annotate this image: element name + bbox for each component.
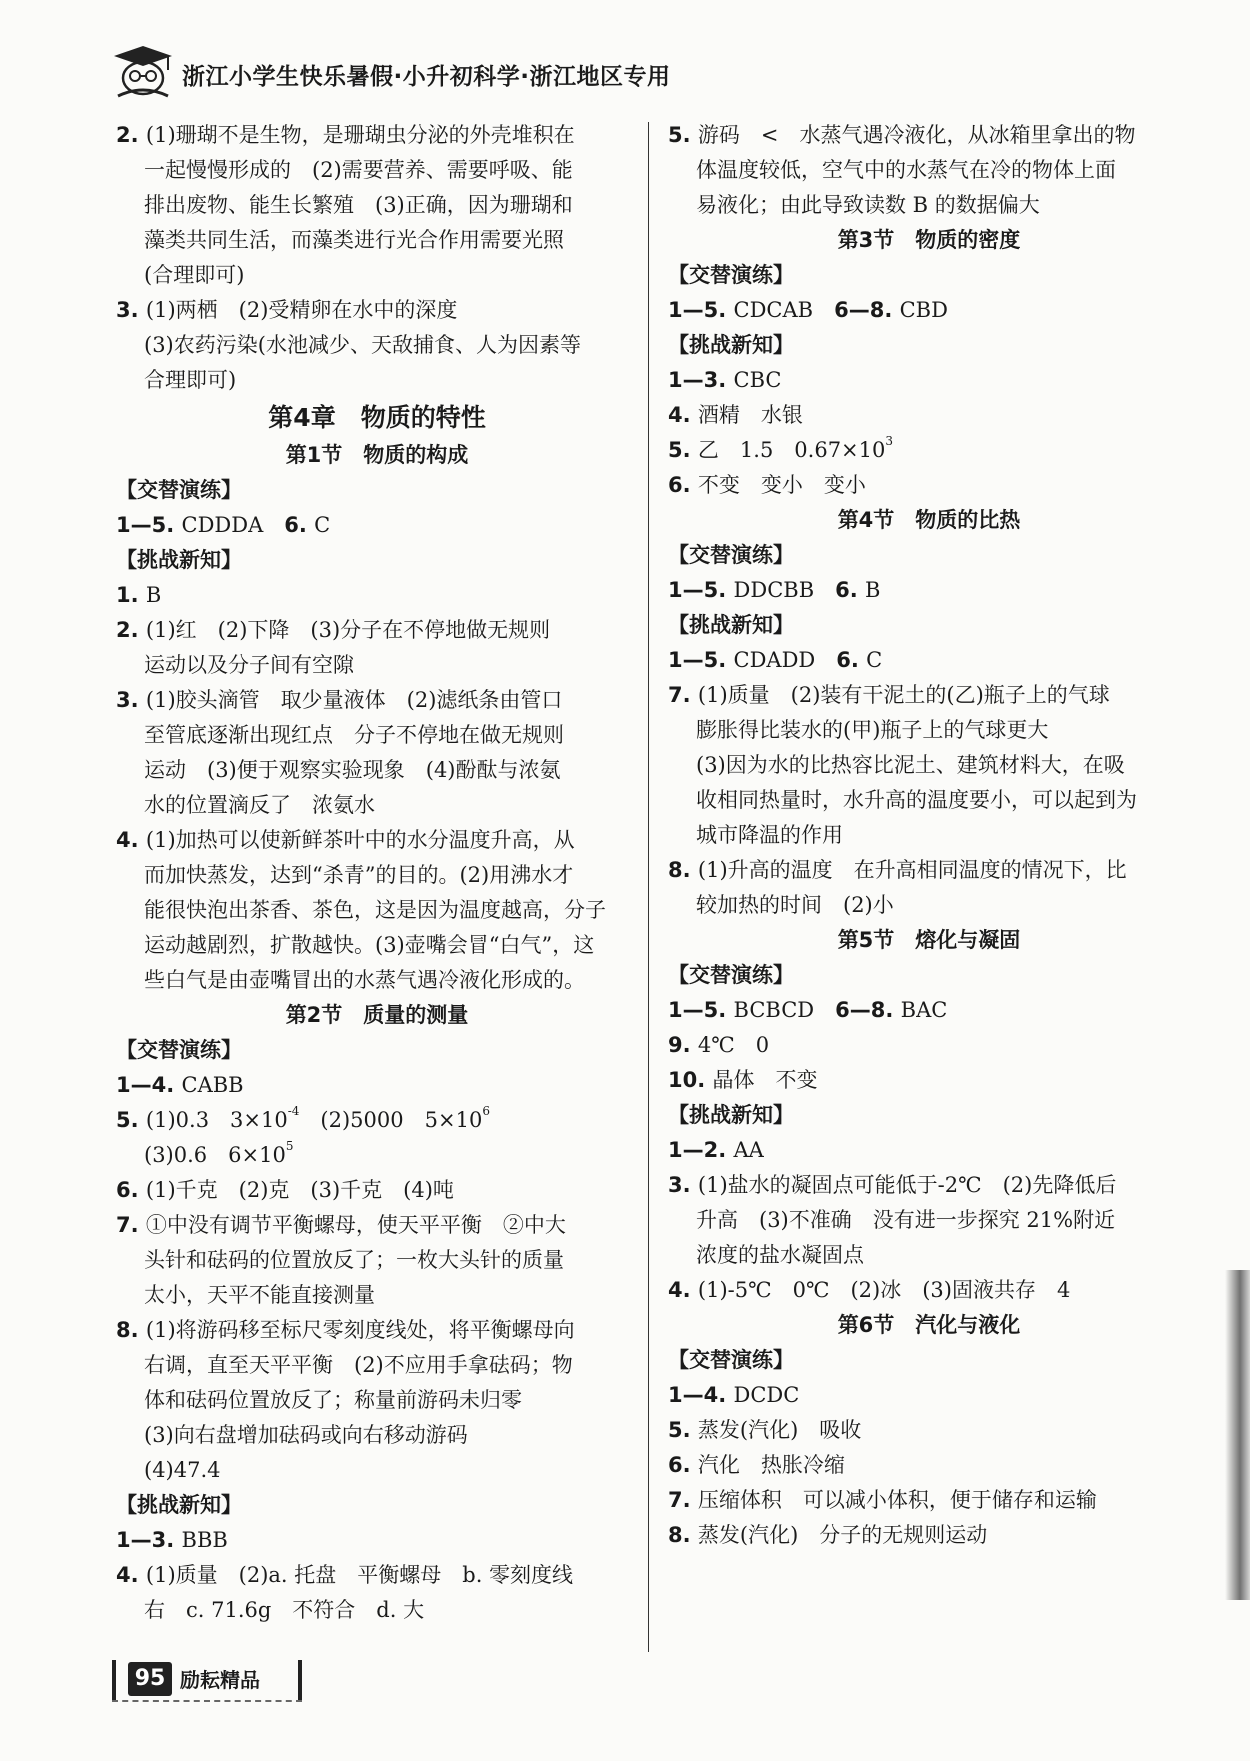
question-number: 4. (116, 828, 146, 852)
answer-text: 水的位置滴反了 浓氨水 (144, 793, 375, 817)
answer-text: CBC (733, 368, 782, 392)
answer-item (668, 1133, 1190, 1168)
answer-continuation (116, 718, 638, 753)
answer-item (116, 578, 638, 613)
answer-text: 4℃ 0 (697, 1033, 770, 1057)
footer-bar-left (112, 1660, 116, 1700)
answer-text: ①中没有调节平衡螺母，使天平平衡 ②中大 (145, 1213, 566, 1237)
answer-text: 不变 变小 变小 (697, 473, 866, 497)
question-number: 1—5. (668, 648, 734, 672)
answer-item (116, 1103, 638, 1138)
answer-text: 一起慢慢形成的 (2)需要营养、需要呼吸、能 (144, 158, 573, 182)
answer-continuation (116, 1243, 638, 1278)
question-number: 7. (668, 1488, 698, 1512)
answer-text: DDCBB (733, 578, 836, 602)
answer-item (668, 1028, 1190, 1063)
question-number: 4. (668, 403, 698, 427)
answer-item (668, 363, 1190, 398)
answer-text: (1)千克 (2)克 (3)千克 (4)吨 (145, 1178, 454, 1202)
answer-text: 城市降温的作用 (696, 823, 843, 847)
exponent: 6 (482, 1104, 490, 1118)
answer-text: (3)农药污染(水池减少、天敌捕食、人为因素等 (144, 333, 581, 357)
question-number: 4. (116, 1563, 146, 1587)
exponent: 3 (885, 434, 894, 448)
page-header (110, 44, 750, 100)
answer-item (668, 1448, 1190, 1483)
question-number: 1—4. (668, 1383, 734, 1407)
answer-item (116, 118, 638, 153)
question-number: 6. (835, 578, 866, 602)
answer-item (668, 468, 1190, 503)
answer-item (116, 1173, 638, 1208)
answer-item (116, 1523, 638, 1558)
question-number: 4. (668, 1278, 698, 1302)
answer-text: (3)因为水的比热容比泥土、建筑材料大，在吸 (696, 753, 1125, 777)
answer-text: (1)升高的温度 在升高相同温度的情况下，比 (697, 858, 1127, 882)
answer-continuation (116, 363, 638, 398)
answer-text: (1)红 (2)下降 (3)分子在不停地做无规则 (145, 618, 551, 642)
answer-item (668, 293, 1190, 328)
question-number: 1—5. (668, 298, 734, 322)
answer-text: (1)加热可以使新鲜茶叶中的水分温度升高，从 (145, 828, 575, 852)
answer-text: CBD (899, 298, 948, 322)
answer-text: CDCAB (733, 298, 835, 322)
subsection-label: 【挑战新知】 (668, 1103, 794, 1127)
answer-item (668, 118, 1190, 153)
answer-text: 酒精 水银 (697, 403, 803, 427)
answer-continuation (116, 1418, 638, 1453)
subsection-label: 【交替演练】 (668, 543, 794, 567)
question-number: 6. (668, 473, 698, 497)
student-mascot-icon (110, 44, 176, 100)
answer-text: 右调，直至天平平衡 (2)不应用手拿砝码；物 (144, 1353, 573, 1377)
question-number: 5. (116, 1108, 146, 1132)
answer-continuation (116, 1348, 638, 1383)
question-number: 1—4. (116, 1073, 182, 1097)
answer-continuation (668, 783, 1190, 818)
answer-text: 易液化；由此导致读数 B 的数据偏大 (696, 193, 1040, 217)
answer-continuation (116, 928, 638, 963)
answer-continuation (668, 888, 1190, 923)
question-number: 1—5. (116, 513, 182, 537)
answer-continuation (116, 1593, 638, 1628)
left-column (116, 118, 638, 1628)
section-heading: 第5节 熔化与凝固 (837, 928, 1021, 952)
subsection-label: 【交替演练】 (668, 963, 794, 987)
question-number: 10. (668, 1068, 713, 1092)
answer-text: C (314, 513, 331, 537)
answer-item (668, 1168, 1190, 1203)
header-title: 浙江小学生快乐暑假·小升初科学·浙江地区专用 (182, 64, 671, 90)
answer-continuation (116, 258, 638, 293)
page-footer (110, 1658, 310, 1704)
answer-continuation (116, 963, 638, 998)
answer-continuation (668, 713, 1190, 748)
question-number: 3. (116, 688, 146, 712)
answer-continuation (116, 328, 638, 363)
answer-text: 体温度较低，空气中的水蒸气在冷的物体上面 (696, 158, 1116, 182)
answer-item (668, 678, 1190, 713)
answer-item (668, 1413, 1190, 1448)
page-number: 95 (128, 1662, 172, 1696)
question-number: 3. (116, 298, 146, 322)
question-number: 1—5. (668, 998, 734, 1022)
answer-text: 能很快泡出茶香、茶色，这是因为温度越高，分子 (144, 898, 606, 922)
answer-text: C (866, 648, 883, 672)
answer-continuation (116, 1138, 638, 1173)
answer-text: B (865, 578, 881, 602)
answer-text: 升高 (3)不准确 没有进一步探究 21%附近 (696, 1208, 1116, 1232)
answer-text: (1)珊瑚不是生物，是珊瑚虫分泌的外壳堆积在 (145, 123, 575, 147)
answer-item (116, 683, 638, 718)
section-heading: 第2节 质量的测量 (285, 1003, 469, 1027)
question-number: 6. (668, 1453, 698, 1477)
subsection-label: 【挑战新知】 (668, 333, 794, 357)
subsection-label: 【交替演练】 (668, 1348, 794, 1372)
answer-text: 汽化 热胀冷缩 (697, 1453, 845, 1477)
answer-text: 蒸发(汽化) 分子的无规则运动 (697, 1523, 988, 1547)
answer-continuation (116, 648, 638, 683)
question-number: 1—3. (668, 368, 734, 392)
answer-text: CDADD (733, 648, 837, 672)
question-number: 6. (836, 648, 867, 672)
page-edge-shadow (1225, 1270, 1250, 1600)
chapter-heading: 第4章 物质的特性 (268, 403, 486, 432)
answer-continuation (116, 1278, 638, 1313)
footer-brand: 励耘精品 (180, 1668, 260, 1692)
answer-continuation (668, 1238, 1190, 1273)
footer-rule (112, 1700, 302, 1702)
question-number: 1—3. (116, 1528, 182, 1552)
answer-item (116, 1313, 638, 1348)
question-number: 6. (284, 513, 315, 537)
answer-continuation (116, 1453, 638, 1488)
subsection-label: 【交替演练】 (668, 263, 794, 287)
question-number: 2. (116, 618, 146, 642)
answer-item (116, 823, 638, 858)
question-number: 6. (116, 1178, 146, 1202)
answer-item (116, 508, 638, 543)
answer-text: 收相同热量时，水升高的温度要小，可以起到为 (696, 788, 1137, 812)
answer-text: 较加热的时间 (2)小 (696, 893, 894, 917)
answer-continuation (116, 223, 638, 258)
question-number: 1—5. (668, 578, 734, 602)
answer-text: 藻类共同生活，而藻类进行光合作用需要光照 (144, 228, 564, 252)
answer-item (668, 993, 1190, 1028)
answer-continuation (668, 188, 1190, 223)
answer-continuation (116, 858, 638, 893)
answer-item (116, 1558, 638, 1593)
answer-text: (合理即可) (144, 263, 245, 287)
question-number: 5. (668, 123, 698, 147)
question-number: 5. (668, 1418, 698, 1442)
subsection-label: 【交替演练】 (116, 478, 242, 502)
question-number: 8. (668, 1523, 698, 1547)
answer-continuation (116, 788, 638, 823)
answer-text: 排出废物、能生长繁殖 (3)正确，因为珊瑚和 (144, 193, 573, 217)
question-number: 7. (668, 683, 698, 707)
column-divider (648, 122, 649, 1652)
question-number: 3. (668, 1173, 698, 1197)
answer-continuation (116, 1383, 638, 1418)
answer-text: (2)5000 5×10 (299, 1108, 483, 1132)
answer-text: DCDC (733, 1383, 800, 1407)
answer-text: 头针和砝码的位置放反了；一枚大头针的质量 (144, 1248, 564, 1272)
answer-item (668, 853, 1190, 888)
answer-text: (1)-5℃ 0℃ (2)冰 (3)固液共存 4 (697, 1278, 1071, 1302)
answer-item (668, 433, 1190, 468)
question-number: 1—2. (668, 1138, 734, 1162)
section-heading: 第6节 汽化与液化 (837, 1313, 1021, 1337)
answer-text: (1)0.3 3×10 (145, 1108, 288, 1132)
question-number: 9. (668, 1033, 698, 1057)
answer-item (668, 1518, 1190, 1553)
section-heading: 第4节 物质的比热 (837, 508, 1021, 532)
section-heading: 第3节 物质的密度 (837, 228, 1021, 252)
answer-continuation (116, 753, 638, 788)
answer-text: 游码 < 水蒸气遇冷液化，从冰箱里拿出的物 (697, 123, 1136, 147)
answer-text: BAC (900, 998, 948, 1022)
exponent: -4 (287, 1104, 300, 1118)
answer-text: (3)0.6 6×10 (144, 1143, 286, 1167)
answer-continuation (116, 153, 638, 188)
answer-text: BCBCD (733, 998, 836, 1022)
answer-text: 合理即可) (144, 368, 237, 392)
answer-item (116, 1208, 638, 1243)
question-number: 8. (116, 1318, 146, 1342)
answer-text: 而加快蒸发，达到“杀青”的目的。(2)用沸水才 (144, 863, 574, 887)
answer-text: (1)两栖 (2)受精卵在水中的深度 (145, 298, 458, 322)
answer-text: 太小，天平不能直接测量 (144, 1283, 375, 1307)
answer-continuation (116, 893, 638, 928)
answer-text: 运动以及分子间有空隙 (144, 653, 354, 677)
answer-text: 浓度的盐水凝固点 (696, 1243, 864, 1267)
question-number: 7. (116, 1213, 146, 1237)
answer-text: 右 c. 71.6g 不符合 d. 大 (144, 1598, 425, 1622)
answer-item (668, 1483, 1190, 1518)
subsection-label: 【挑战新知】 (668, 613, 794, 637)
answer-item (668, 1378, 1190, 1413)
answer-text: (1)质量 (2)装有干泥土的(乙)瓶子上的气球 (697, 683, 1110, 707)
right-column (668, 118, 1190, 1553)
answer-text: 晶体 不变 (712, 1068, 818, 1092)
answer-item (116, 293, 638, 328)
answer-text: AA (733, 1138, 764, 1162)
answer-text: 蒸发(汽化) 吸收 (697, 1418, 862, 1442)
answer-item (668, 1273, 1190, 1308)
answer-text: (3)向右盘增加砝码或向右移动游码 (144, 1423, 468, 1447)
answer-item (668, 573, 1190, 608)
answer-text: (1)将游码移至标尺零刻度线处，将平衡螺母向 (145, 1318, 575, 1342)
answer-text: 些白气是由壶嘴冒出的水蒸气遇冷液化形成的。 (144, 968, 585, 992)
question-number: 5. (668, 438, 698, 462)
answer-text: 乙 1.5 0.67×10 (697, 438, 886, 462)
question-number: 6—8. (834, 298, 900, 322)
answer-text: 膨胀得比装水的(甲)瓶子上的气球更大 (696, 718, 1049, 742)
answer-text: BBB (181, 1528, 228, 1552)
answer-text: (4)47.4 (144, 1458, 221, 1482)
answer-continuation (116, 188, 638, 223)
answer-continuation (668, 153, 1190, 188)
question-number: 1. (116, 583, 146, 607)
exponent: 5 (285, 1139, 294, 1153)
answer-text: CABB (181, 1073, 244, 1097)
question-number: 2. (116, 123, 146, 147)
answer-text: 至管底逐渐出现红点 分子不停地在做无规则 (144, 723, 564, 747)
subsection-label: 【挑战新知】 (116, 548, 242, 572)
subsection-label: 【挑战新知】 (116, 1493, 242, 1517)
answer-text: B (145, 583, 162, 607)
question-number: 6—8. (835, 998, 901, 1022)
section-heading: 第1节 物质的构成 (285, 443, 469, 467)
footer-bar-right (298, 1660, 302, 1700)
answer-text: (1)盐水的凝固点可能低于-2℃ (2)先降低后 (697, 1173, 1117, 1197)
answer-text: 运动 (3)便于观察实验现象 (4)酚酞与浓氨 (144, 758, 561, 782)
answer-item (116, 613, 638, 648)
answer-item (668, 1063, 1190, 1098)
answer-text: 运动越剧烈，扩散越快。(3)壶嘴会冒“白气”，这 (144, 933, 595, 957)
subsection-label: 【交替演练】 (116, 1038, 242, 1062)
answer-continuation (668, 818, 1190, 853)
answer-text: (1)质量 (2)a. 托盘 平衡螺母 b. 零刻度线 (145, 1563, 574, 1587)
answer-continuation (668, 748, 1190, 783)
answer-text: 体和砝码位置放反了；称量前游码未归零 (144, 1388, 522, 1412)
answer-text: 压缩体积 可以减小体积，便于储存和运输 (697, 1488, 1097, 1512)
answer-text: CDDDA (181, 513, 285, 537)
answer-item (668, 643, 1190, 678)
answer-item (668, 398, 1190, 433)
answer-continuation (668, 1203, 1190, 1238)
question-number: 8. (668, 858, 698, 882)
answer-item (116, 1068, 638, 1103)
answer-text: (1)胶头滴管 取少量液体 (2)滤纸条由管口 (145, 688, 563, 712)
